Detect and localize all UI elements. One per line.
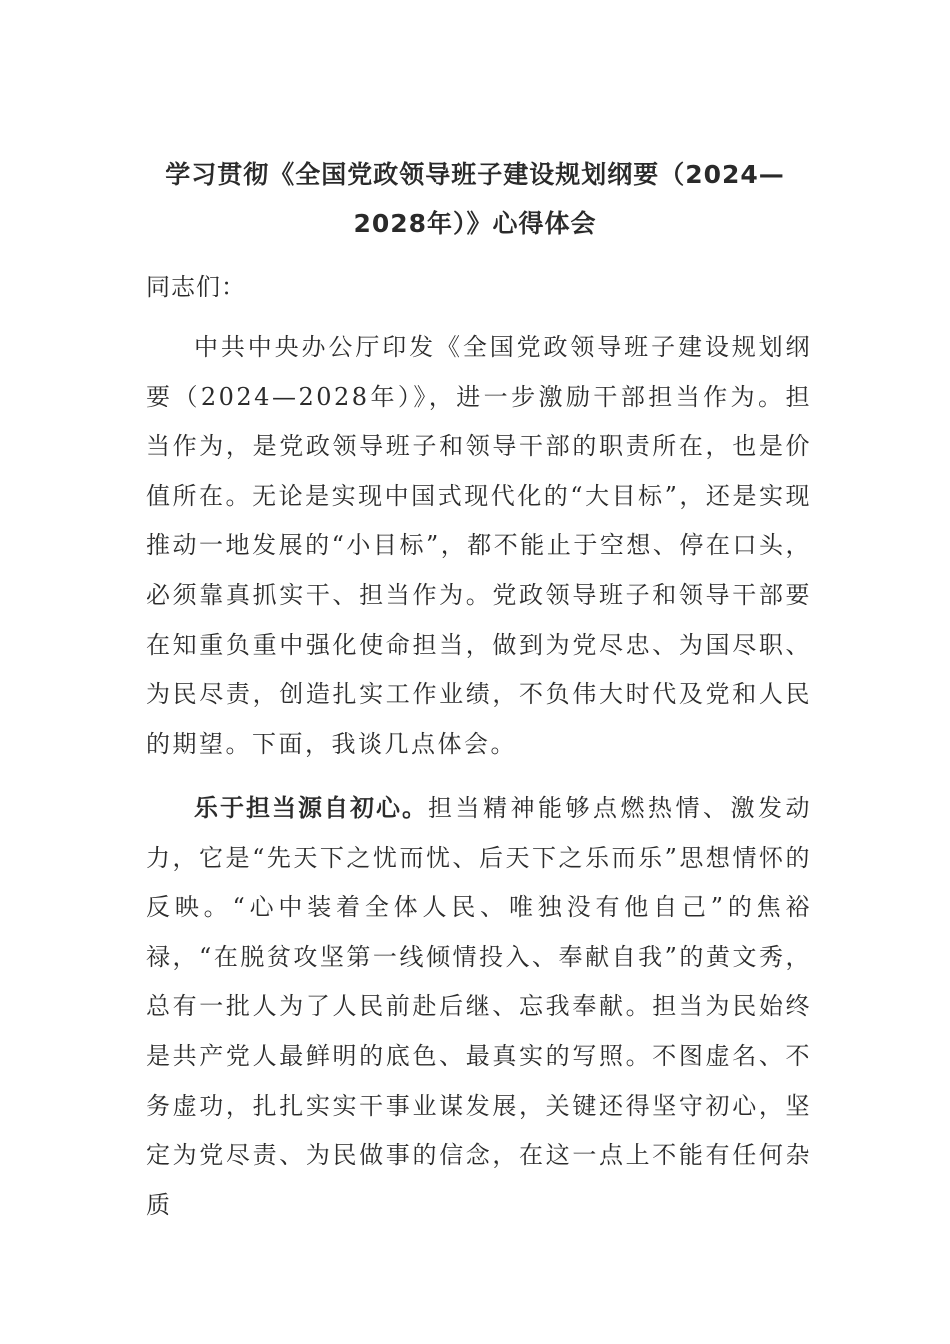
section-heading: 乐于担当源自初心。: [194, 794, 428, 822]
paragraph-intro-text: 中共中央办公厅印发《全国党政领导班子建设规划纲要（2024—2028年）》，进一步激励干部担当作为。担当作为，是党政领导班子和领导干部的职责所在，也是价值所在。无论是实现中国式现代化的“大目标”，还是实现推动一地发展的“小目标”，都不能止于空想、停在口头，必须靠真抓实干、担当作为。党政领导班子和领导干部要在知重负重中强化使命担当，做到为党尽忠、为国尽职、为民尽责，创造扎实工作业绩，不负伟大时代及党和人民的期望。下面，我谈几点体会。: [146, 333, 812, 758]
salutation: 同志们：: [146, 273, 246, 301]
document-title: 学习贯彻《全国党政领导班子建设规划纲要（2024—2028年）》心得体会: [165, 160, 785, 238]
paragraph-section-1: [146, 784, 812, 1230]
paragraph-intro: [146, 323, 812, 769]
paragraph-section-1-text: 担当精神能够点燃热情、激发动力，它是“先天下之忧而忧、后天下之乐而乐”思想情怀的反映。“心中装着全体人民、唯独没有他自己”的焦裕禄，“在脱贫攻坚第一线倾情投入、奉献自我”的黄文秀，总有一批人为了人民前赴后继、忘我奉献。担当为民始终是共产党人最鲜明的底色、最真实的写照。不图虚名、不务虚功，扎扎实实干事业谋发展，关键还得坚守初心，坚定为党尽责、为民做事的信念，在这一点上不能有任何杂质: [146, 794, 812, 1219]
